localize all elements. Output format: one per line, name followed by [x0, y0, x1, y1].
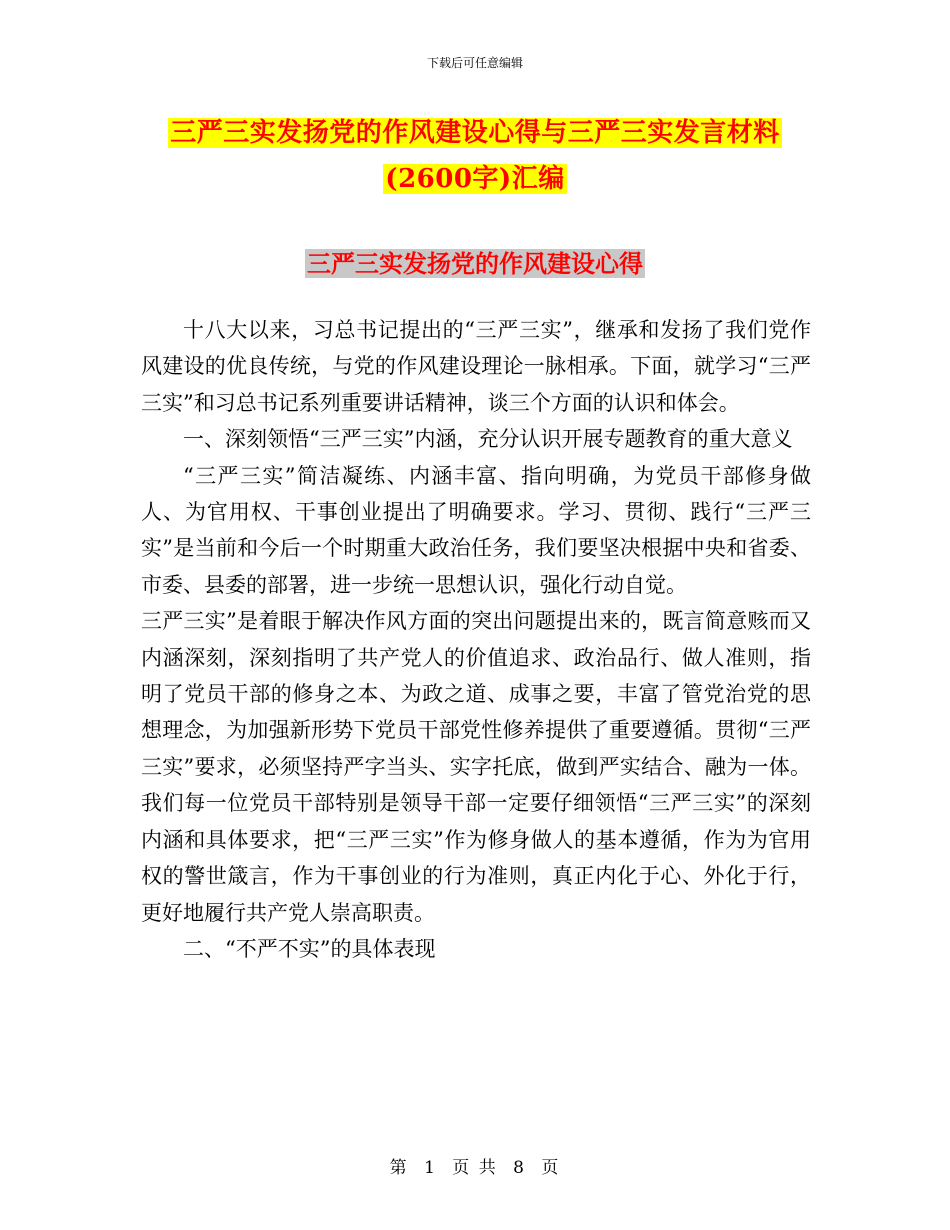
page-header-note: 下载后可任意编辑: [426, 56, 523, 70]
title-text-2: (2600字)汇编: [385, 164, 565, 194]
footer-total-pages: 8: [513, 1158, 526, 1178]
footer-prefix: 第: [389, 1158, 409, 1178]
paragraph-meaning: 三严三实”是着眼于解决作风方面的突出问题提出来的，既言简意赅而又内涵深刻，深刻指明了共产党人的价值追求、政治品行、做人准则，指明了党员干部的修身之本、为政之道、成事之要，丰富了管党治党的思想理念，为加强新形势下党员干部党性修养提供了重要遵循。贯彻“三严三实”要求，必须坚持严字当头、实字托底，做到严实结合、融为一体。我们每一位党员干部特别是领导干部一定要仔细领悟“三严三实”的深刻内涵和具体要求，把“三严三实”作为修身做人的基本遵循，作为为官用权的警世箴言，作为干事创业的行为准则，真正内化于心、外化于行，更好地履行共产党人崇高职责。: [141, 609, 811, 925]
document-title-line-1: [0, 112, 950, 149]
heading-section-2: 二、“不严不实”的具体表现: [183, 936, 436, 961]
document-body: [141, 312, 811, 967]
footer-middle: 页 共: [452, 1158, 498, 1178]
heading-section-1: 一、深刻领悟“三严三实”内涵，充分认识开展专题教育的重大意义: [183, 427, 793, 452]
page-footer: [0, 1153, 950, 1178]
paragraph-requirements: “三严三实”简洁凝练、内涵丰富、指向明确，为党员干部修身做人、为官用权、干事创业提出了明确要求。学习、贯彻、践行“三严三实”是当前和今后一个时期重大政治任务，我们要坚决根据中央和省委、市委、县委的部署，进一步统一思想认识，强化行动自觉。: [141, 463, 811, 597]
section-subtitle: [0, 244, 950, 279]
title-text-1: 三严三实发扬党的作风建设心得与三严三实发言材料: [170, 118, 780, 148]
document-title-line-2: [0, 158, 950, 195]
paragraph-intro: 十八大以来，习总书记提出的“三严三实”，继承和发扬了我们党作风建设的优良传统，与党的作风建设理论一脉相承。下面，就学习“三严三实”和习总书记系列重要讲话精神，谈三个方面的认识和体会。: [141, 318, 811, 415]
footer-page-number: 1: [424, 1158, 437, 1178]
subtitle-text: 三严三实发扬党的作风建设心得: [307, 249, 643, 278]
footer-suffix: 页: [541, 1158, 561, 1178]
